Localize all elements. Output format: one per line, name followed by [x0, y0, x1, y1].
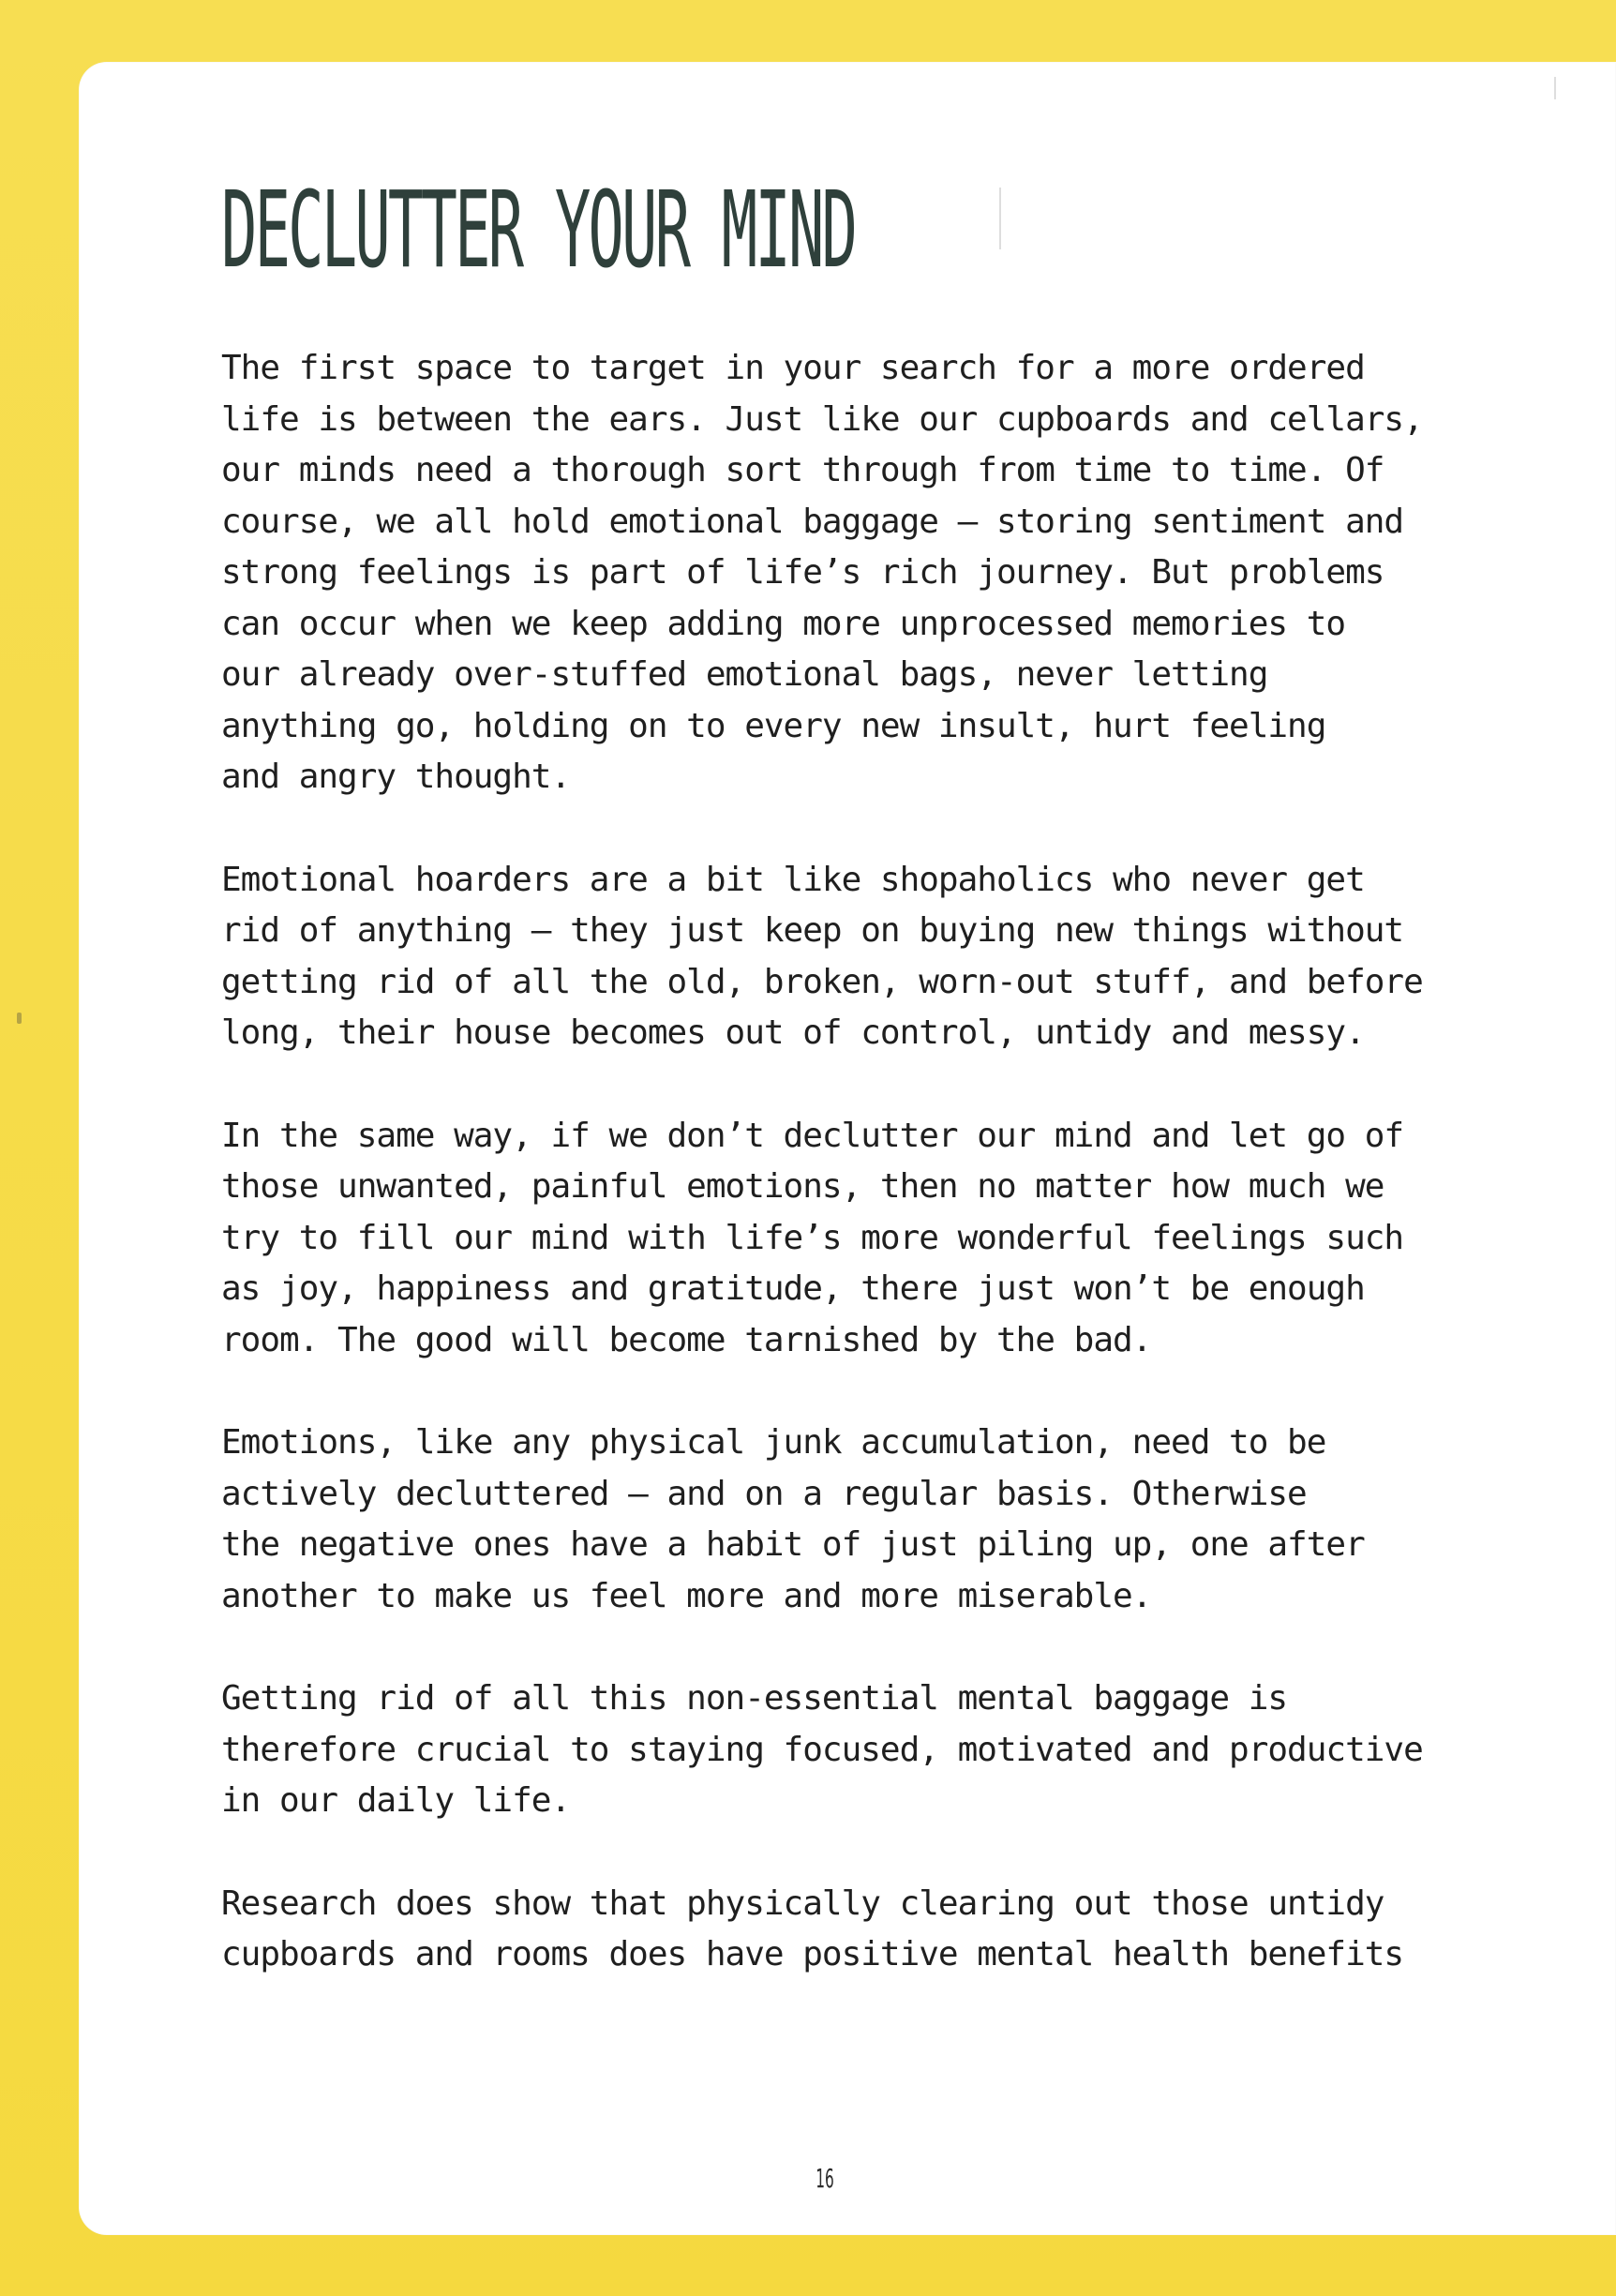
scan-mark: [17, 1013, 22, 1024]
text-line: our already over-stuffed emotional bags, never letting: [221, 655, 1268, 694]
text-line: our minds need a thorough sort through from time to time. Of: [221, 451, 1384, 489]
text-line: In the same way, if we don’t declutter our mind and let go of: [221, 1116, 1404, 1155]
text-line: in our daily life.: [221, 1781, 571, 1820]
text-line: anything go, holding on to every new insult, hurt feeling: [221, 706, 1326, 745]
text-line: strong feelings is part of life’s rich journey. But problems: [221, 553, 1384, 592]
paragraph-1: [221, 343, 1459, 803]
text-line: life is between the ears. Just like our cupboards and cellars,: [221, 399, 1423, 439]
paragraph-4: [221, 1418, 1459, 1622]
text-line: Research does show that physically clearing out those untidy: [221, 1883, 1384, 1923]
scan-mark: [1554, 77, 1556, 99]
text-line: Getting rid of all this non-essential mental baggage is: [221, 1679, 1288, 1718]
text-line: as joy, happiness and gratitude, there just won’t be enough: [221, 1269, 1365, 1308]
page-title: DECLUTTER YOUR MIND: [221, 170, 856, 292]
paragraph-2: [221, 855, 1459, 1059]
paragraph-6: [221, 1879, 1459, 1981]
paragraph-5: [221, 1673, 1459, 1827]
text-line: rid of anything – they just keep on buying new things without: [221, 911, 1404, 950]
text-line: Emotions, like any physical junk accumulation, need to be: [221, 1423, 1326, 1462]
text-line: actively decluttered – and on a regular basis. Otherwise: [221, 1474, 1307, 1513]
text-line: room. The good will become tarnished by the bad.: [221, 1320, 1152, 1359]
text-line: another to make us feel more and more miserable.: [221, 1576, 1152, 1615]
paragraph-3: [221, 1111, 1459, 1367]
text-line: getting rid of all the old, broken, worn-out stuff, and before: [221, 962, 1423, 1001]
text-line: cupboards and rooms does have positive mental health benefits: [221, 1935, 1404, 1973]
text-line: course, we all hold emotional baggage – storing sentiment and: [221, 502, 1404, 541]
scan-mark: [999, 188, 1001, 249]
text-line: those unwanted, painful emotions, then no matter how much we: [221, 1167, 1384, 1206]
text-line: try to fill our mind with life’s more wonderful feelings such: [221, 1218, 1404, 1257]
text-line: The first space to target in your search for a more ordered: [221, 349, 1365, 387]
text-line: Emotional hoarders are a bit like shopaholics who never get: [221, 860, 1365, 899]
body-text: [221, 343, 1459, 2033]
text-line: the negative ones have a habit of just piling up, one after: [221, 1525, 1365, 1564]
text-line: therefore crucial to staying focused, motivated and productive: [221, 1730, 1423, 1769]
text-line: and angry thought.: [221, 758, 571, 796]
text-line: long, their house becomes out of control, untidy and messy.: [221, 1013, 1365, 1052]
text-line: can occur when we keep adding more unprocessed memories to: [221, 604, 1346, 643]
page-number: 16: [815, 2163, 834, 2194]
